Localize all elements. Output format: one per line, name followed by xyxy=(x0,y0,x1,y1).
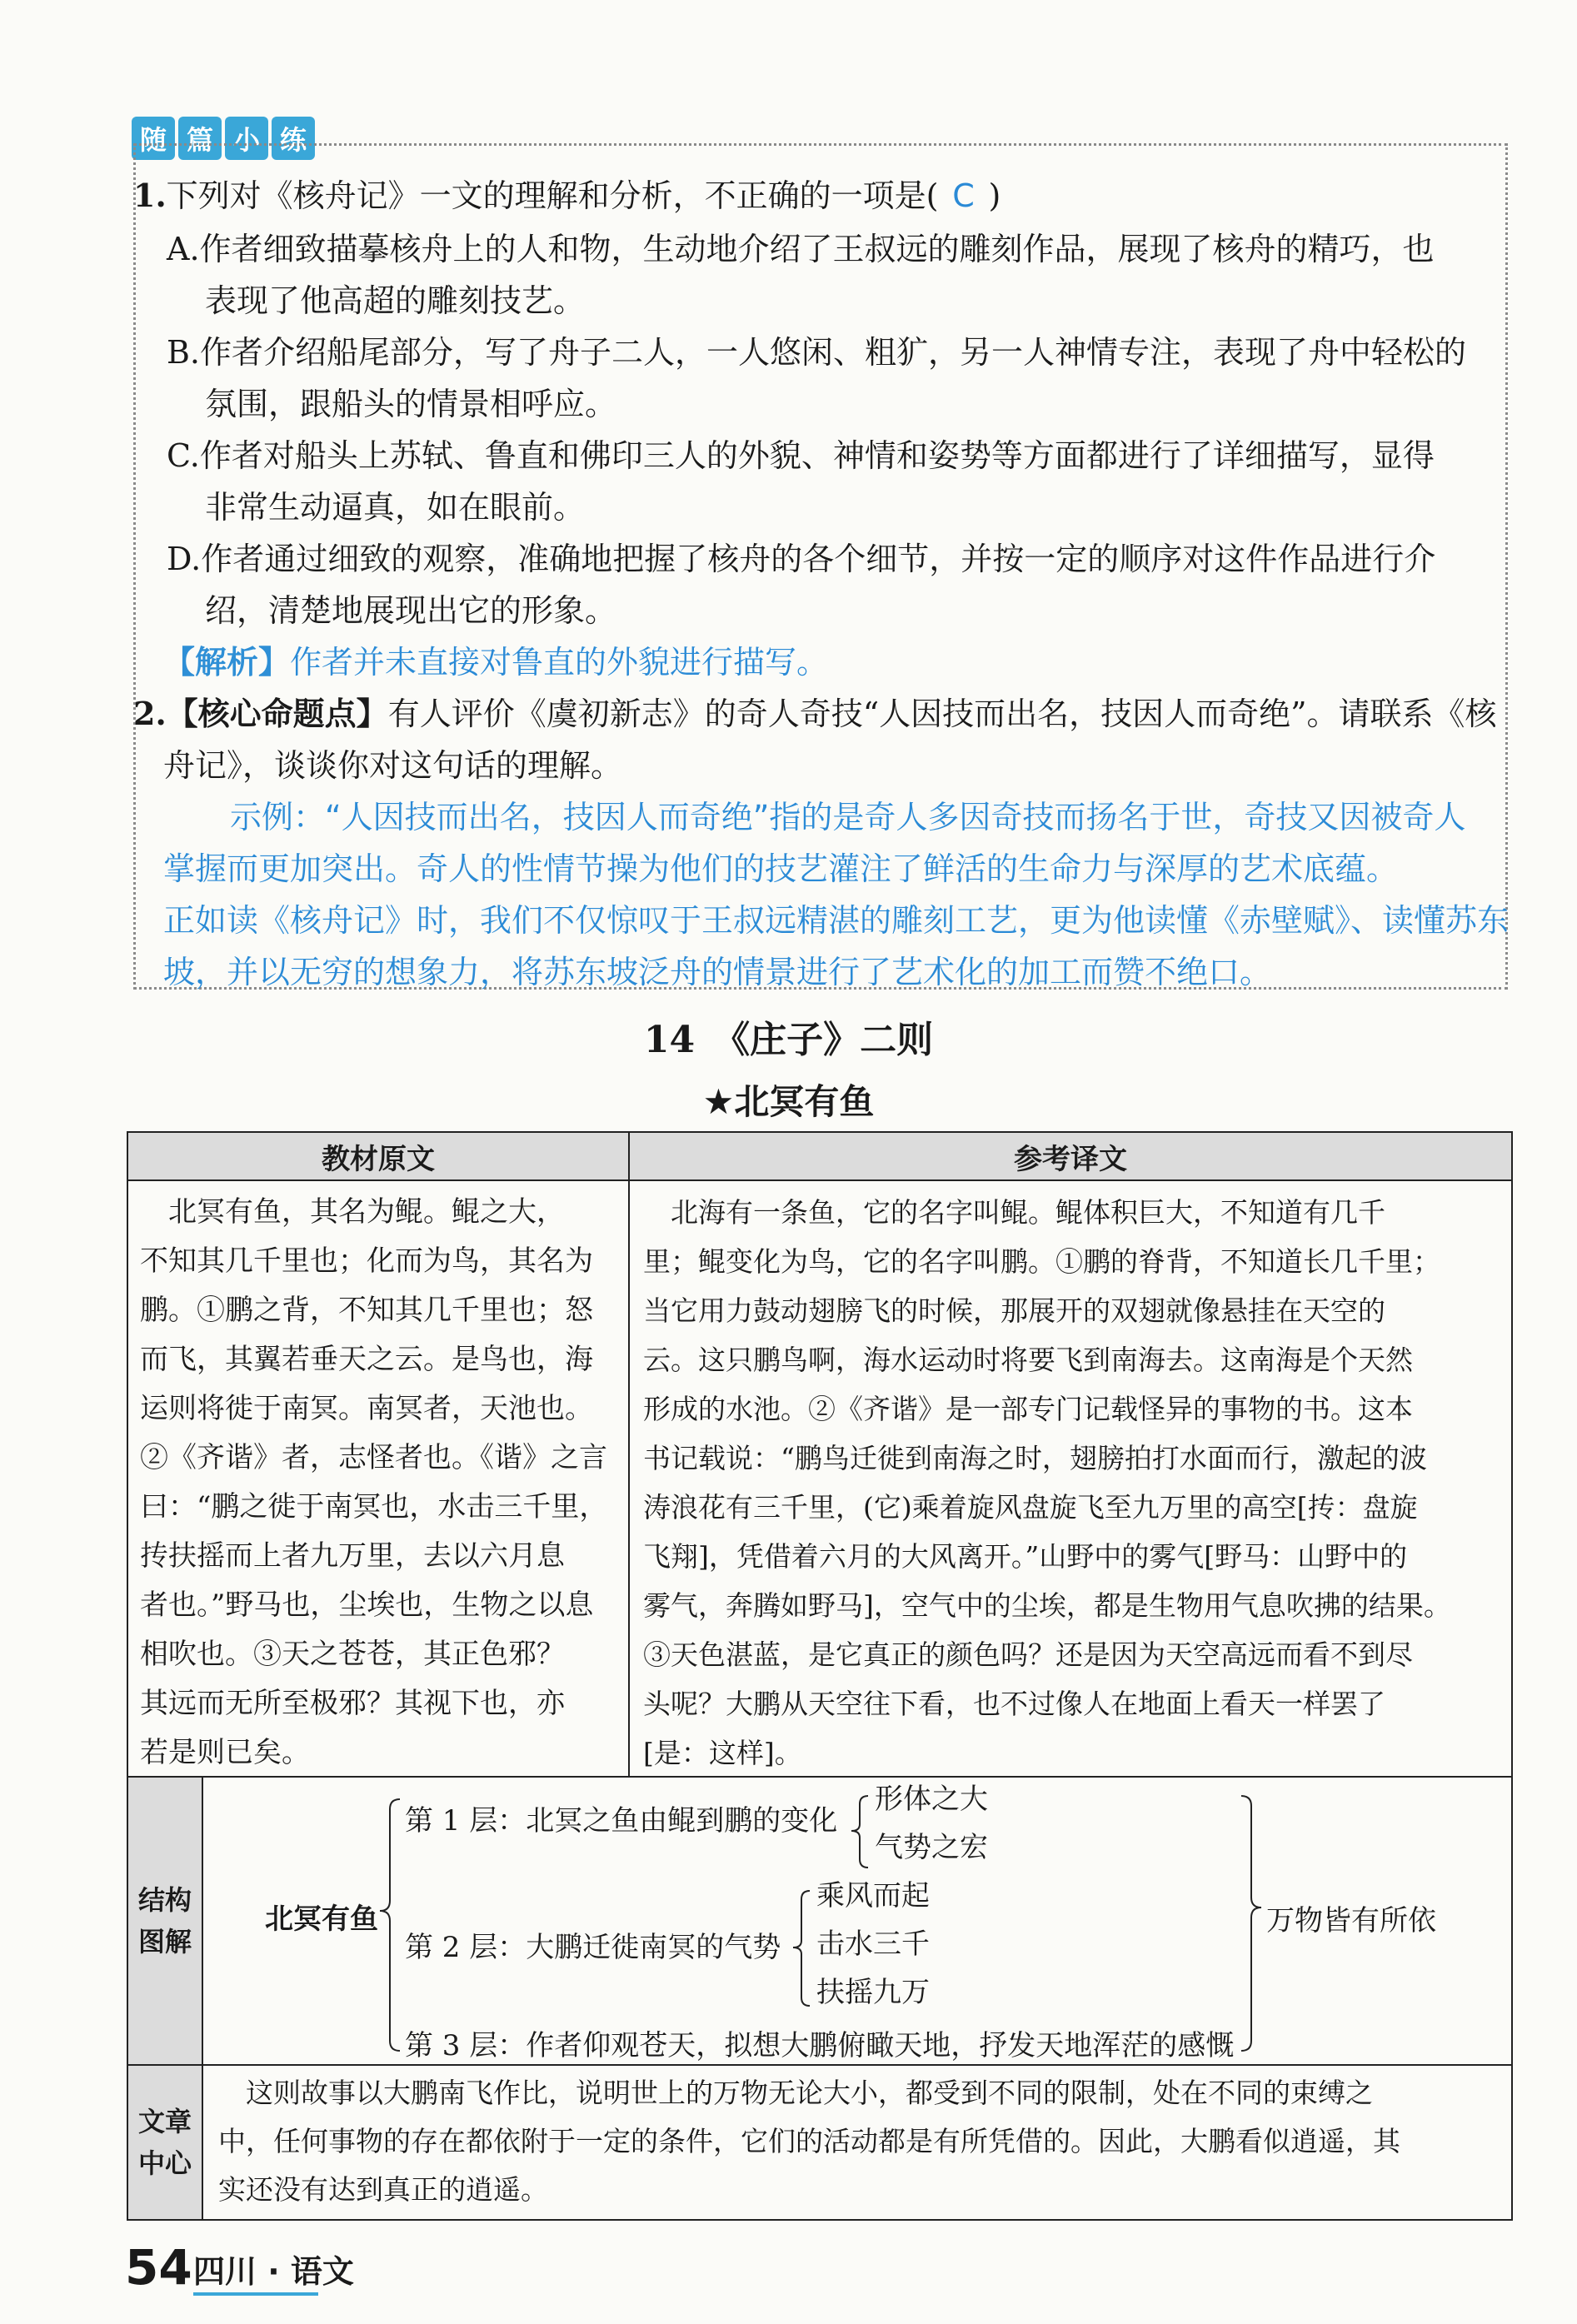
question-2-cont: 舟记》，谈谈你对这句话的理解。 xyxy=(163,747,623,784)
answer-choice: C xyxy=(952,177,975,214)
layer-1: 第 1 层：北冥之鱼由鲲到鹏的变化 xyxy=(405,1804,838,1838)
tag-char: 小 xyxy=(225,117,268,160)
option-d-cont: 绍，清楚地展现出它的形象。 xyxy=(205,592,617,629)
layer-2-item: 击水三千 xyxy=(816,1928,930,1961)
structure-root: 北冥有鱼 xyxy=(265,1903,378,1936)
tag-char: 随 xyxy=(132,117,175,160)
option-c: C.作者对船头上苏轼、鲁直和佛印三人的外貌、神情和姿势等方面都进行了详细描写，显得 xyxy=(167,437,1435,474)
footer-label: 四川 · 语文 xyxy=(193,2253,354,2290)
option-d: D.作者通过细致的观察，准确地把握了核舟的各个细节，并按一定的顺序对这件作品进行介 xyxy=(167,541,1436,577)
answer-line: 示例：“人因技而出名，技因人而奇绝”指的是奇人多因奇技而扬名于世，奇技又因被奇人 xyxy=(230,799,1466,835)
option-b-cont: 氛围，跟船头的情景相呼应。 xyxy=(205,386,617,422)
original-text: 北冥有鱼，其名为鲲。鲲之大， 不知其几千里也；化而为鸟，其名为 鹏。①鹏之背，不知其几千里也；怒 而飞，其翼若垂天之云。是鸟也，海 运则将徙于南冥。南冥者，天池也。 ②《齐谐》者，志怪者也。《谐》之言 曰：“鹏之徙于南冥也，水击三千里， 抟扶摇而上者九万里，去以六月息 者也。”野马也，尘埃也，生物之以息 相吹也。③天之苍苍，其正色邪？ 其远而无所至极邪？其视下也，亦 若是则已矣。 xyxy=(140,1195,608,1769)
page-number: 54 xyxy=(125,2239,192,2296)
center-text: 这则故事以大鹏南飞作比，说明世上的万物无论大小，都受到不同的限制，处在不同的束缚之 中，任何事物的存在都依附于一定的条件，它们的活动都是有所凭借的。因此，大鹏看似逍遥，其 实还没有达到真正的逍遥。 xyxy=(218,2077,1400,2206)
analysis: 【解析】作者并未直接对鲁直的外貌进行描写。 xyxy=(163,643,829,681)
option-b: B.作者介绍船尾部分，写了舟子二人，一人悠闲、粗犷，另一人神情专注，表现了舟中轻松的 xyxy=(167,334,1467,371)
head-translation: 参考译文 xyxy=(628,1131,1513,1181)
answer-line: 掌握而更加突出。奇人的性情节操为他们的技艺灌注了鲜活的生命力与深厚的艺术底蕴。 xyxy=(163,850,1399,887)
question-1-stem: 1.下列对《核舟记》一文的理解和分析，不正确的一项是( C ) xyxy=(133,177,1001,214)
layer-1-item: 形体之大 xyxy=(875,1783,988,1816)
option-a: A.作者细致描摹核舟上的人和物，生动地介绍了王叔远的雕刻作品，展现了核舟的精巧，也 xyxy=(167,231,1435,267)
structure-label: 结构图解 xyxy=(127,1776,203,2066)
layer-1-item: 气势之宏 xyxy=(875,1831,988,1864)
tag-char: 篇 xyxy=(178,117,222,160)
question-2-stem: 2.【核心命题点】有人评价《虞初新志》的奇人奇技“人因技而出名，技因人而奇绝”。请联系《核 xyxy=(133,695,1497,732)
option-c-cont: 非常生动逼真，如在眼前。 xyxy=(205,489,586,526)
footer-underline xyxy=(193,2292,318,2296)
answer-line: 正如读《核舟记》时，我们不仅惊叹于王叔远精湛的雕刻工艺，更为他读懂《赤壁赋》、读懂苏东 xyxy=(163,902,1510,939)
structure-conclusion: 万物皆有所依 xyxy=(1266,1904,1436,1937)
head-original: 教材原文 xyxy=(127,1131,630,1181)
center-label: 文章中心 xyxy=(127,2064,203,2221)
option-a-cont: 表现了他高超的雕刻技艺。 xyxy=(205,282,586,319)
layer-2-item: 乘风而起 xyxy=(816,1879,930,1913)
answer-line: 坡，并以无穷的想象力，将苏东坡泛舟的情景进行了艺术化的加工而赞不绝口。 xyxy=(163,954,1272,990)
layer-2-item: 扶摇九万 xyxy=(816,1976,930,2009)
subsection-title: ★北冥有鱼 xyxy=(702,1081,875,1122)
tag-char: 练 xyxy=(272,117,315,160)
section-title: 14 《庄子》二则 xyxy=(643,1019,934,1061)
translation-text: 北海有一条鱼，它的名字叫鲲。鲲体积巨大，不知道有几千 里；鲲变化为鸟，它的名字叫鹏。①鹏的脊背，不知道长几千里； 当它用力鼓动翅膀飞的时候，那展开的双翅就像悬挂在天空的 云。这只鹏鸟啊，海水运动时将要飞到南海去。这南海是个天然 形成的水池。②《齐谐》是一部专门记载怪异的事物的书。这本 书记载说：“鹏鸟迁徙到南海之时，翅膀拍打水面而行，激起的波 涛浪花有三千里，(它)乘着旋风盘旋飞至九万里的高空[抟：盘旋 飞翔]，凭借着六月的大风离开。”山野中的雾气[野马：山野中的 雾气，奔腾如野马]，空气中的尘埃，都是生物用气息吹拂的结果。 ③天色湛蓝，是它真正的颜色吗？还是因为天空高远而看不到尽 头呢？大鹏从天空往下看，也不过像人在地面上看天一样罢了 [是：这样]。 xyxy=(643,1196,1451,1769)
layer-2: 第 2 层：大鹏迁徙南冥的气势 xyxy=(405,1931,781,1964)
layer-3: 第 3 层：作者仰观苍天，拟想大鹏俯瞰天地，抒发天地浑茫的感慨 xyxy=(405,2029,1235,2062)
